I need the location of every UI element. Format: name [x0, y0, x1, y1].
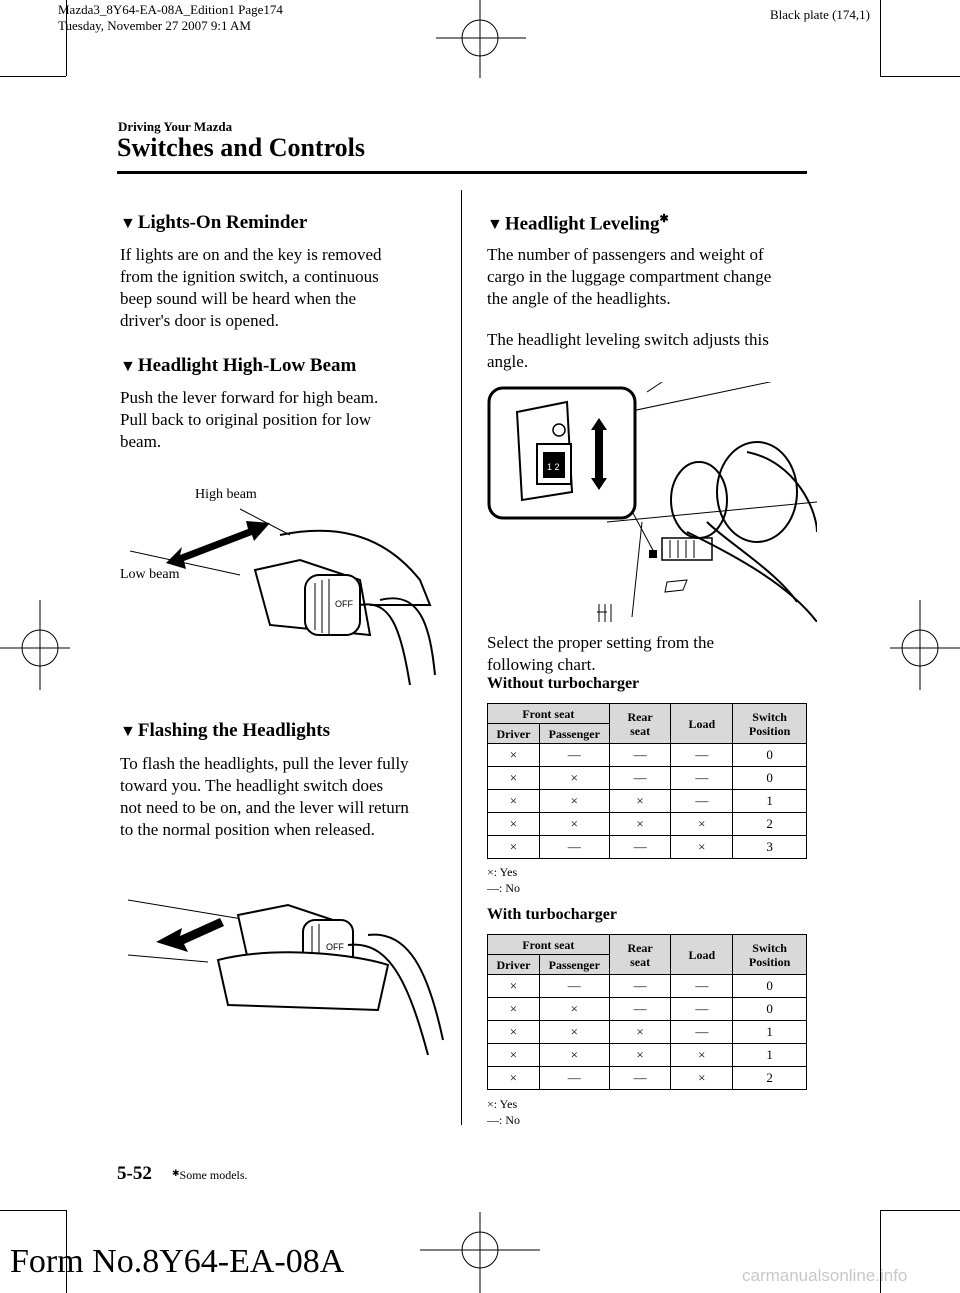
table-without-title: Without turbocharger — [487, 675, 640, 692]
leveling-intro-paragraph: The number of passengers and weight of cargo in the luggage compartment change the angle of the headlights. — [487, 245, 772, 308]
section-kicker: Driving Your Mazda — [118, 119, 233, 134]
page-number: 5-52 — [117, 1163, 152, 1184]
high-low-heading: ▼ Headlight High-Low Beam — [120, 355, 357, 376]
print-job-info — [58, 2, 283, 34]
table-row: × × × — 1 — [488, 1021, 807, 1044]
th-driver: Driver — [488, 724, 540, 744]
svg-text:OFF: OFF — [326, 942, 344, 952]
page-title: Switches and Controls — [117, 133, 366, 162]
th-passenger: Passenger — [539, 724, 609, 744]
legend-with: ×: Yes —: No — [487, 1097, 520, 1127]
th-switch-position: Switch Position — [733, 935, 807, 975]
svg-text:OFF: OFF — [335, 599, 353, 609]
table-with-turbo — [487, 934, 807, 1090]
registration-mark-left — [0, 600, 70, 690]
footnote: ✱Some models. — [172, 1168, 248, 1182]
print-job-line: Mazda3_8Y64-EA-08A_Edition1 Page174 — [58, 2, 283, 17]
table-row: × — — × 3 — [488, 836, 807, 859]
table-row: × × × × 1 — [488, 1044, 807, 1067]
label-high-beam: High beam — [195, 487, 257, 502]
asterisk-icon: ✱ — [172, 1168, 180, 1178]
th-rear-seat: Rear seat — [609, 704, 671, 744]
table-row: × — — — 0 — [488, 975, 807, 998]
registration-mark-top — [436, 0, 526, 80]
title-rule — [117, 171, 807, 174]
table-row: × — — — 0 — [488, 744, 807, 767]
label-low-beam: Low beam — [120, 567, 180, 582]
triangle-bullet-icon: ▼ — [120, 215, 136, 232]
th-rear-seat: Rear seat — [609, 935, 671, 975]
high-low-lever-illustration — [130, 505, 450, 685]
th-front-seat: Front seat — [488, 704, 610, 724]
table-row: × — — × 2 — [488, 1067, 807, 1090]
th-front-seat: Front seat — [488, 935, 610, 955]
triangle-bullet-icon: ▼ — [487, 216, 503, 234]
triangle-bullet-icon: ▼ — [120, 358, 136, 375]
table-row: × × × — 1 — [488, 790, 807, 813]
table-row: × × × × 2 — [488, 813, 807, 836]
lights-on-paragraph: If lights are on and the key is removed from the ignition switch, a continuous beep sound will be heard when the driver's door is opened. — [120, 245, 382, 330]
watermark: carmanualsonline.info — [742, 1266, 908, 1285]
triangle-bullet-icon: ▼ — [120, 723, 136, 740]
legend-without: ×: Yes —: No — [487, 865, 520, 895]
leveling-select-paragraph: Select the proper setting from the following chart. — [487, 633, 715, 674]
leveling-heading: ▼ Headlight Leveling✱ — [487, 213, 669, 235]
pull-arrow-icon — [156, 918, 224, 952]
asterisk-icon: ✱ — [659, 213, 669, 225]
column-divider — [461, 190, 462, 1125]
high-low-paragraph: Push the lever forward for high beam. Pull back to original position for low beam. — [120, 388, 379, 451]
leveling-switch-illustration — [487, 382, 817, 622]
table-row: × × — — 0 — [488, 767, 807, 790]
lights-on-heading: ▼ Lights-On Reminder — [120, 212, 308, 233]
th-passenger: Passenger — [539, 955, 609, 975]
svg-text:1 2: 1 2 — [547, 462, 560, 472]
registration-mark-right — [890, 600, 960, 690]
registration-mark-bottom — [420, 1212, 540, 1293]
table-without-turbo — [487, 703, 807, 859]
table-with-title: With turbocharger — [487, 906, 617, 923]
th-load: Load — [671, 704, 733, 744]
th-driver: Driver — [488, 955, 540, 975]
th-switch-position: Switch Position — [733, 704, 807, 744]
print-date-line: Tuesday, November 27 2007 9:1 AM — [58, 18, 251, 33]
flashing-lever-illustration — [128, 890, 448, 1060]
leveling-switch-paragraph: The headlight leveling switch adjusts this angle. — [487, 330, 769, 371]
form-number: Form No.8Y64-EA-08A — [10, 1243, 345, 1280]
th-load: Load — [671, 935, 733, 975]
table-row: × × — — 0 — [488, 998, 807, 1021]
flashing-paragraph: To flash the headlights, pull the lever fully toward you. The headlight switch does not need to be on, and the lever will return to the normal position when released. — [120, 754, 409, 839]
double-arrow-icon — [166, 521, 270, 569]
black-plate-label: Black plate (174,1) — [770, 7, 870, 22]
flashing-heading: ▼ Flashing the Headlights — [120, 720, 330, 741]
